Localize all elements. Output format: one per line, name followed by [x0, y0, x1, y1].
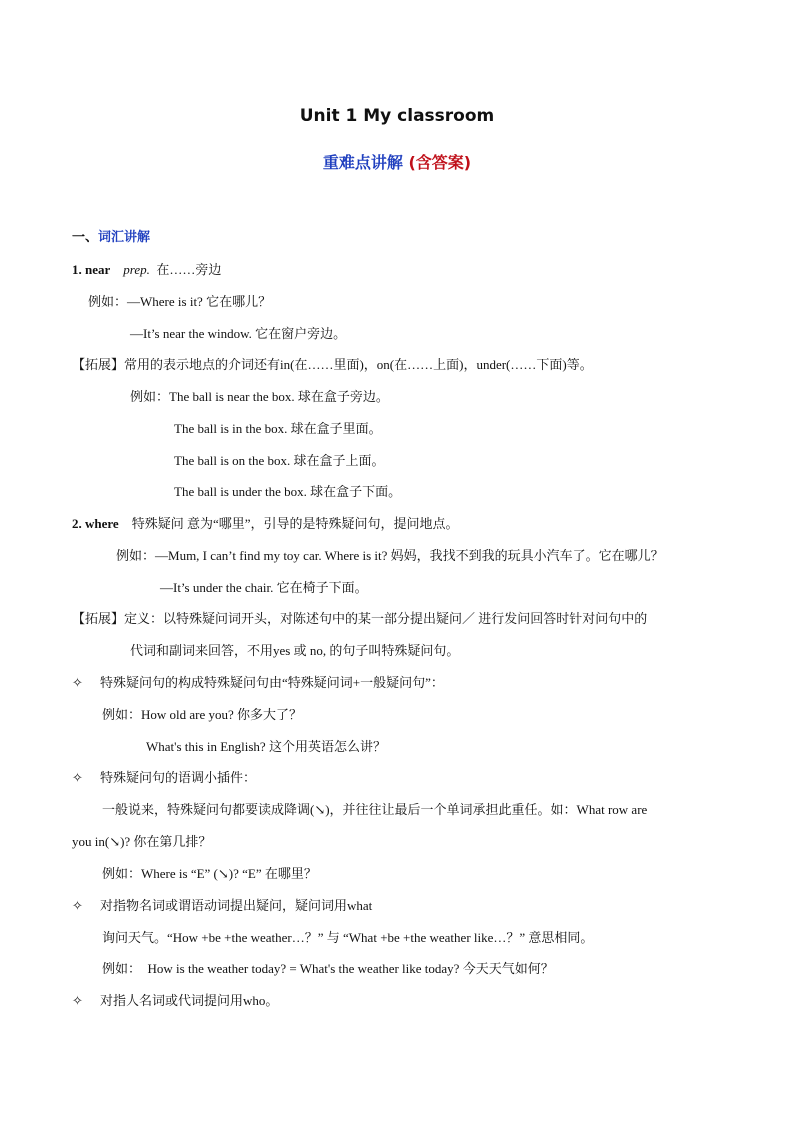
section-title: 词汇讲解: [98, 230, 151, 245]
bullet-3-line1: 询问天气。“How +be +the weather…？” 与 “What +be +the weather like…？” 意思相同。: [102, 930, 594, 945]
extension-text: 定义：以特殊疑问词开头，对陈述句中的某一部分提出疑问／ 进行发问回答时针对问句中的: [124, 611, 648, 626]
bullet-3-example: [102, 961, 554, 977]
diamond-bullet-icon: ✧: [72, 675, 83, 690]
example-label: 例如：: [116, 548, 156, 563]
bullet-1-example-2: What's this in English? 这个用英语怎么讲？: [146, 739, 386, 754]
document-subtitle: [0, 150, 794, 173]
bullet-3: [72, 898, 372, 914]
item2-heading: [72, 516, 459, 532]
item1-extension: [72, 357, 593, 373]
item2-extension: [72, 611, 647, 627]
example-text: How is the weather today? = What's the weather like today? 今天天气如何？: [147, 961, 554, 976]
example-text: —Mum, I can’t find my toy car. Where is it? 妈妈，我找不到我的玩具小汽车了。它在哪儿？: [155, 548, 664, 563]
item2-extension-line2: 代词和副词来回答，不用yes 或 no, 的句子叫特殊疑问句。: [130, 643, 460, 658]
example-label: 例如：: [102, 707, 142, 722]
bullet-4: [72, 993, 278, 1009]
extension-text: 常用的表示地点的介词还有in(在……里面)，on(在……上面)，under(……下面)等。: [124, 357, 593, 372]
item1-pos: prep.: [123, 262, 150, 277]
bullet-text: 特殊疑问句的语调小插件：: [100, 770, 257, 785]
item1-meaning: 在……旁边: [156, 262, 222, 277]
bullet-text: 对指人名词或代词提问用who。: [100, 993, 279, 1008]
extension-label: 【拓展】: [72, 357, 125, 372]
section-heading: [72, 226, 150, 245]
item1-ext-example-4: The ball is under the box. 球在盒子下面。: [174, 484, 402, 499]
extension-label: 【拓展】: [72, 611, 125, 626]
item2-example-1: [116, 548, 664, 564]
bullet-1-example-1: [102, 707, 302, 723]
example-label: 例如：: [130, 389, 170, 404]
section-number: 一、: [72, 230, 99, 245]
bullet-text: 对指物名词或谓语动词提出疑问，疑问词用what: [100, 898, 373, 913]
item2-word: 2. where: [72, 516, 119, 531]
example-label: 例如：: [88, 294, 128, 309]
diamond-bullet-icon: ✧: [72, 993, 83, 1008]
item1-example-2: —It’s near the window. 它在窗户旁边。: [130, 326, 347, 341]
item1-ext-example-1: [130, 389, 389, 405]
bullet-1: [72, 675, 444, 691]
example-label: 例如：: [102, 866, 142, 881]
bullet-2: [72, 770, 256, 786]
item1-ext-example-2: The ball is in the box. 球在盒子里面。: [174, 421, 382, 436]
subtitle-main: 重难点讲解: [322, 153, 403, 172]
example-text: How old are you? 你多大了？: [141, 707, 303, 722]
bullet-2-example: [102, 866, 317, 882]
item1-word: 1. near: [72, 262, 111, 277]
diamond-bullet-icon: ✧: [72, 770, 83, 785]
item1-heading: [72, 262, 221, 278]
example-label: 例如：: [102, 961, 142, 976]
item1-ext-example-3: The ball is on the box. 球在盒子上面。: [174, 453, 385, 468]
item2-example-2: —It’s under the chair. 它在椅子下面。: [160, 580, 368, 595]
bullet-2-line1: 一般说来，特殊疑问句都要读成降调(↘)，并往往让最后一个单词承担此重任。如：What row are: [102, 802, 648, 817]
document-title: Unit 1 My classroom: [299, 106, 495, 126]
example-text: Where is “E” (↘)? “E” 在哪里？: [141, 866, 317, 881]
bullet-2-line2: you in(↘)? 你在第几排？: [72, 834, 212, 849]
example-text: —Where is it? 它在哪儿？: [127, 294, 272, 309]
bullet-text: 特殊疑问句的构成特殊疑问句由“特殊疑问词+一般疑问句”：: [100, 675, 444, 690]
subtitle-answers: (含答案): [408, 153, 472, 172]
diamond-bullet-icon: ✧: [72, 898, 83, 913]
item1-example-1: [88, 294, 271, 310]
example-text: The ball is near the box. 球在盒子旁边。: [169, 389, 389, 404]
item2-desc: 特殊疑问 意为“哪里”，引导的是特殊疑问句，提问地点。: [131, 516, 459, 531]
